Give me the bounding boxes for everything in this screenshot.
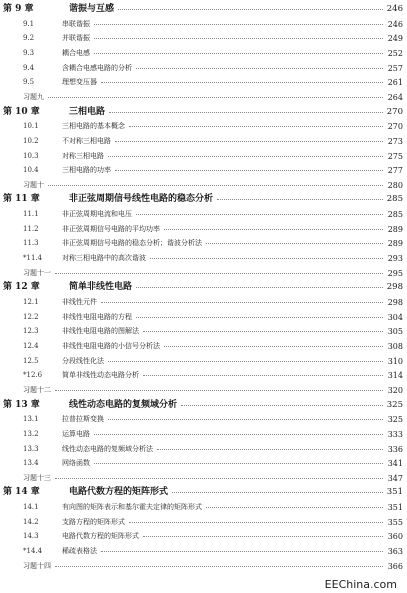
- toc-title: 谐振与互感: [69, 4, 115, 14]
- toc-number: 第 12 章: [3, 282, 40, 293]
- toc-chapter-row[interactable]: [0, 105, 407, 120]
- toc-number: 9.4: [23, 63, 35, 72]
- toc-title: 串联谐振: [62, 19, 90, 28]
- toc-number: 第 14 章: [3, 487, 40, 498]
- toc-number: 13.2: [23, 429, 39, 438]
- toc-page-number: 289: [387, 224, 403, 234]
- toc-exercise-row[interactable]: [0, 559, 407, 574]
- toc-number: 13.1: [23, 415, 39, 424]
- toc-page-number: 304: [387, 312, 403, 322]
- toc-leader: [55, 273, 383, 274]
- toc-leader: [136, 214, 383, 215]
- toc-section-row[interactable]: [0, 251, 407, 266]
- toc-leader: [55, 390, 383, 391]
- toc-title: 非正弦周期信号线性电路的稳态分析: [69, 194, 214, 205]
- toc-leader: [129, 522, 383, 523]
- toc-page-number: 298: [386, 282, 403, 293]
- toc-leader: [206, 507, 383, 508]
- toc-page-number: 246: [386, 4, 403, 14]
- toc-exercise-row[interactable]: [0, 178, 407, 193]
- toc-page-number: 351: [386, 487, 403, 498]
- toc-leader: [101, 82, 383, 83]
- toc-chapter-row[interactable]: [0, 2, 407, 17]
- toc-title: 含耦合电感电路的分析: [62, 63, 132, 72]
- toc-title: 非正弦周期信号电路的稳态分析；谐波分析法: [62, 239, 202, 248]
- toc-leader: [109, 112, 383, 113]
- toc-number: 11.1: [23, 210, 39, 219]
- toc-title: 对称三相电路: [62, 151, 104, 160]
- toc-page-number: 310: [387, 356, 403, 366]
- toc-section-row[interactable]: [0, 295, 407, 310]
- toc-leader: [172, 492, 383, 493]
- toc-number: *12.6: [23, 371, 43, 380]
- toc-leader: [48, 185, 383, 186]
- toc-leader: [94, 434, 383, 435]
- toc-page-number: 270: [386, 106, 403, 117]
- toc-page-number: 280: [387, 180, 403, 190]
- toc-page-number: 295: [387, 268, 403, 278]
- toc-leader: [136, 317, 383, 318]
- toc-exercise-row[interactable]: [0, 90, 407, 105]
- toc-leader: [129, 126, 383, 127]
- toc-exercise-row[interactable]: [0, 383, 407, 398]
- toc-section-row[interactable]: [0, 500, 407, 515]
- toc-page-number: 366: [387, 561, 403, 571]
- toc-page-number: 347: [387, 473, 403, 483]
- toc-section-row[interactable]: [0, 31, 407, 46]
- toc-section-row[interactable]: [0, 75, 407, 90]
- toc-page-number: 264: [387, 92, 403, 102]
- toc-title: 线性动态电路的复频域分析: [69, 399, 178, 410]
- toc-title: 拉普拉斯变换: [62, 415, 104, 424]
- toc-page-number: 325: [387, 415, 403, 425]
- toc-page-number: 336: [387, 444, 403, 454]
- toc-title: 习题十二: [23, 385, 51, 394]
- toc-page-number: 261: [387, 78, 403, 88]
- toc-title: 习题十: [23, 180, 44, 189]
- toc-page-number: 325: [386, 399, 403, 410]
- toc-title: 不对称三相电路: [62, 136, 111, 145]
- watermark: [325, 578, 397, 591]
- toc-page-number: 341: [387, 459, 403, 469]
- toc-leader: [181, 405, 383, 406]
- toc-exercise-row[interactable]: [0, 266, 407, 281]
- toc-section-row[interactable]: [0, 149, 407, 164]
- toc-title: 简单非线性电路: [69, 282, 133, 293]
- toc-chapter-row[interactable]: [0, 398, 407, 413]
- toc-number: 第 11 章: [3, 194, 40, 205]
- toc-section-row[interactable]: [0, 529, 407, 544]
- toc-number: 12.2: [23, 312, 39, 321]
- toc-number: 14.1: [23, 503, 39, 512]
- toc-number: 第 13 章: [3, 399, 40, 410]
- toc-title: 耦合电感: [62, 48, 90, 57]
- toc-leader: [55, 478, 383, 479]
- toc-number: 11.2: [23, 224, 39, 233]
- toc-title: 非线性电阻电路的方程: [62, 312, 132, 321]
- toc-chapter-row[interactable]: [0, 280, 407, 295]
- toc-title: 线性动态电路的复频域分析法: [62, 444, 153, 453]
- toc-title: 非线性元件: [62, 298, 97, 306]
- toc-exercise-row[interactable]: [0, 471, 407, 486]
- toc-title: 三相电路: [69, 106, 106, 117]
- toc-section-row[interactable]: [0, 544, 407, 559]
- toc-number: 9.3: [23, 48, 35, 57]
- toc-number: 12.4: [23, 341, 39, 350]
- toc-page-number: 252: [387, 48, 403, 58]
- toc-section-row[interactable]: [0, 119, 407, 134]
- toc-leader: [143, 536, 383, 537]
- toc-page-number: 273: [387, 136, 403, 146]
- toc-section-row[interactable]: [0, 222, 407, 237]
- toc-title: 非线性电阻电路的图解法: [62, 327, 139, 336]
- toc-page-number: 293: [387, 254, 403, 264]
- toc-number: 第 10 章: [3, 106, 40, 117]
- toc-leader: [115, 141, 383, 142]
- toc-page-number: 305: [387, 327, 403, 337]
- toc-page-number: 249: [387, 34, 403, 44]
- toc-page-number: 270: [387, 122, 403, 132]
- toc-number: 13.3: [23, 444, 39, 453]
- toc-section-row[interactable]: [0, 134, 407, 149]
- toc-section-row[interactable]: [0, 354, 407, 369]
- toc-leader: [108, 419, 383, 420]
- toc-leader: [206, 243, 383, 244]
- toc-section-row[interactable]: [0, 207, 407, 222]
- toc-title: 支路方程的矩阵形式: [62, 517, 125, 526]
- toc-page-number: 298: [387, 298, 403, 307]
- toc-number: 12.5: [23, 356, 39, 365]
- toc-leader: [108, 156, 383, 157]
- toc-number: 14.3: [23, 532, 39, 541]
- toc-title: 稀疏表格法: [62, 547, 97, 556]
- toc-section-row[interactable]: [0, 368, 407, 383]
- toc-leader: [143, 331, 383, 332]
- toc-leader: [94, 53, 383, 54]
- toc-title: 非正弦周期信号电路的平均功率: [62, 224, 160, 233]
- toc-title: 理想变压器: [62, 78, 97, 87]
- toc-leader: [48, 97, 383, 98]
- toc-number: 11.3: [23, 239, 39, 248]
- toc-page-number: 314: [387, 371, 403, 381]
- toc-section-row[interactable]: [0, 442, 407, 457]
- toc-section-row[interactable]: [0, 46, 407, 61]
- toc-leader: [143, 375, 383, 376]
- toc-chapter-row[interactable]: [0, 485, 407, 500]
- toc-page-number: 275: [387, 151, 403, 161]
- toc-page-number: 257: [387, 63, 403, 73]
- toc-section-row[interactable]: [0, 61, 407, 76]
- toc-title: 习题十三: [23, 473, 51, 482]
- toc-title: 非线性电阻电路的小信号分析法: [62, 341, 160, 350]
- toc-number: 10.3: [23, 151, 39, 160]
- toc-leader: [136, 68, 383, 69]
- toc-title: 有向图的矩阵表示和基尔霍夫定律的矩阵形式: [62, 503, 202, 512]
- toc-page-number: 289: [387, 239, 403, 249]
- toc-title: 简单非线性动态电路分析: [62, 371, 139, 380]
- toc-number: 10.4: [23, 166, 39, 175]
- toc-section-row[interactable]: [0, 310, 407, 325]
- toc-leader: [150, 258, 383, 259]
- toc-number: 12.3: [23, 327, 39, 336]
- toc-number: 10.1: [23, 122, 39, 131]
- toc-leader: [101, 551, 383, 552]
- toc-title: 习题九: [23, 92, 44, 101]
- toc-title: 非正弦周期电流和电压: [62, 210, 132, 219]
- toc-title: 网络函数: [62, 459, 90, 468]
- toc-page-number: 285: [386, 194, 403, 205]
- toc-number: 14.2: [23, 517, 39, 526]
- toc-section-row[interactable]: [0, 456, 407, 471]
- toc-page-number: 355: [387, 517, 403, 527]
- toc-section-row[interactable]: [0, 515, 407, 530]
- toc-section-row[interactable]: [0, 339, 407, 354]
- toc-leader: [94, 463, 383, 464]
- toc-title: 对称三相电路中的高次谐波: [62, 254, 146, 263]
- toc-page-number: 246: [387, 19, 403, 29]
- toc-page-number: 277: [387, 166, 403, 176]
- toc-number: *11.4: [23, 254, 43, 263]
- toc-leader: [115, 170, 383, 171]
- toc-leader: [94, 38, 383, 39]
- toc-section-row[interactable]: [0, 17, 407, 32]
- toc-number: 9.1: [23, 19, 35, 28]
- toc-section-row[interactable]: [0, 324, 407, 339]
- toc-number: 9.2: [23, 34, 35, 43]
- toc-page-number: 360: [387, 532, 403, 542]
- toc-leader: [157, 449, 383, 450]
- toc-leader: [101, 302, 383, 303]
- toc-page-number: 363: [387, 547, 403, 557]
- toc-title: 习题十四: [23, 561, 51, 570]
- toc-number: 12.1: [23, 298, 39, 306]
- toc-leader: [136, 287, 383, 288]
- toc-title: 电路代数方程的矩阵形式: [69, 487, 169, 498]
- toc-title: 电路代数方程的矩阵形式: [62, 532, 139, 541]
- toc-page-number: 285: [387, 210, 403, 220]
- toc-section-row[interactable]: [0, 163, 407, 178]
- toc-leader: [164, 229, 383, 230]
- toc-section-row[interactable]: [0, 412, 407, 427]
- toc-number: 第 9 章: [3, 4, 34, 14]
- toc-chapter-row[interactable]: [0, 192, 407, 207]
- toc-title: 分段线性化法: [62, 356, 104, 365]
- toc-leader: [118, 9, 383, 10]
- toc-leader: [55, 566, 383, 567]
- watermark-dot: .: [370, 578, 374, 591]
- toc-page-number: 308: [387, 341, 403, 351]
- watermark-prefix: EEChina: [324, 578, 370, 591]
- toc-page-number: 351: [387, 503, 403, 513]
- toc-title: 三相电路的基本概念: [62, 122, 125, 131]
- toc-leader: [94, 24, 383, 25]
- toc-section-row[interactable]: [0, 427, 407, 442]
- toc-title: 习题十一: [23, 268, 51, 277]
- toc-number: 13.4: [23, 459, 39, 468]
- toc-section-row[interactable]: [0, 236, 407, 251]
- watermark-suffix: com: [373, 578, 397, 591]
- toc-page-number: 320: [387, 385, 403, 395]
- toc-leader: [217, 199, 383, 200]
- toc-page-number: 333: [387, 429, 403, 439]
- toc-title: 三相电路的功率: [62, 166, 111, 175]
- toc-number: 9.5: [23, 78, 35, 87]
- toc-title: 运算电路: [62, 429, 90, 438]
- toc-number: 10.2: [23, 136, 39, 145]
- toc-number: *14.4: [23, 547, 43, 556]
- toc-leader: [164, 346, 383, 347]
- toc-title: 并联谐振: [62, 34, 90, 43]
- toc-leader: [108, 361, 383, 362]
